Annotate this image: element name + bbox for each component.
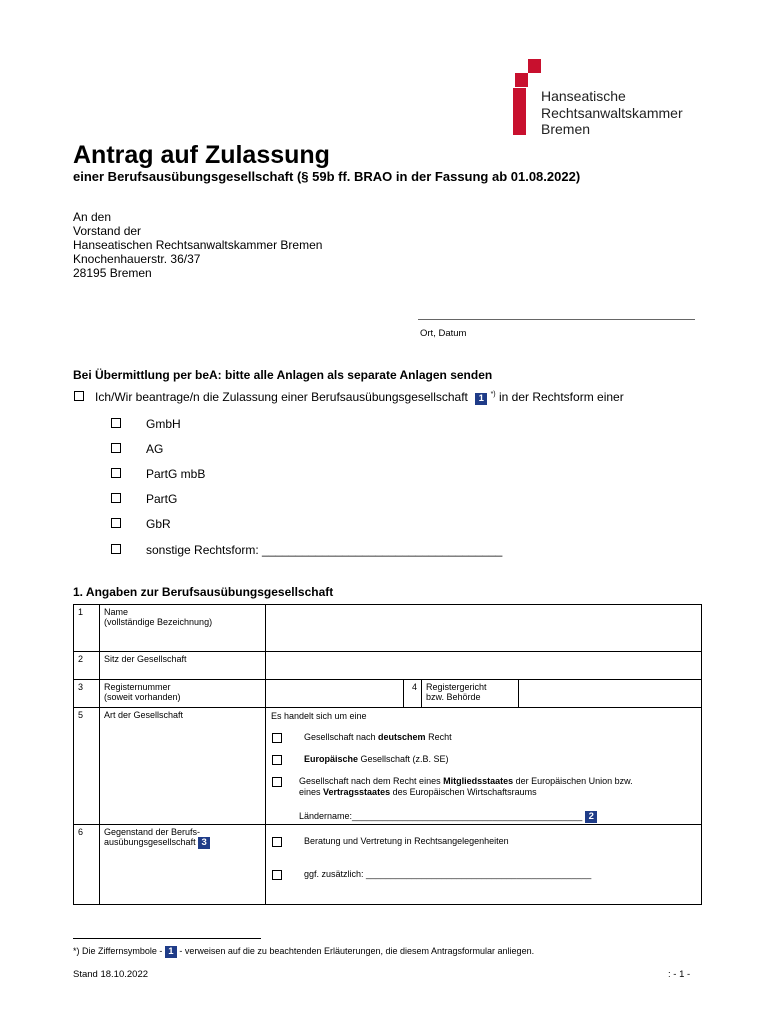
table-row [74, 605, 702, 652]
explanation-badge-1: 1 [165, 946, 177, 958]
section-1-title: 1. Angaben zur Berufsausübungsgesellschaft [73, 585, 334, 599]
register-number-field[interactable] [266, 680, 404, 708]
legal-advice-checkbox[interactable] [272, 837, 282, 847]
row-number: 1 [74, 605, 100, 652]
company-type-label: Art der Gesellschaft [100, 708, 266, 825]
logo-mark-top [528, 59, 541, 73]
legal-form-gmbh-checkbox[interactable] [111, 418, 121, 428]
explanation-badge-2: 2 [585, 811, 597, 823]
table-row [74, 825, 702, 905]
page-subtitle: einer Berufsausübungsgesellschaft (§ 59b ff. BRAO in der Fassung ab 01.08.2022) [73, 169, 581, 184]
european-company-label: Europäische Gesellschaft (z.B. SE) [304, 754, 449, 764]
explanation-badge-3: 3 [198, 837, 210, 849]
footnote-divider [73, 938, 261, 939]
application-checkbox[interactable] [74, 391, 84, 401]
legal-form-partg-label: PartG [146, 492, 178, 506]
row-number: 4 [404, 680, 422, 708]
legal-advice-label: Beratung und Vertretung in Rechtsangelegenheiten [304, 836, 509, 846]
legal-form-other-checkbox[interactable] [111, 544, 121, 554]
page-title: Antrag auf Zulassung [73, 141, 330, 169]
row-number: 6 [74, 825, 100, 905]
additional-purpose-checkbox[interactable] [272, 870, 282, 880]
place-date-line[interactable] [418, 319, 695, 320]
german-law-checkbox[interactable] [272, 733, 282, 743]
company-details-table [73, 604, 702, 905]
table-row [74, 652, 702, 680]
german-law-label: Gesellschaft nach deutschem Recht [304, 732, 452, 742]
company-purpose-label: Gegenstand der Berufs- ausübungsgesellschaft 3 [100, 825, 266, 905]
register-court-label: Registergericht bzw. Behörde [422, 680, 519, 708]
legal-form-partg-mbb-checkbox[interactable] [111, 468, 121, 478]
member-state-checkbox[interactable] [272, 777, 282, 787]
company-purpose-options [266, 825, 702, 905]
register-number-label: Registernummer (soweit vorhanden) [100, 680, 266, 708]
legal-form-ag-label: AG [146, 442, 164, 456]
recipient-address: An den Vorstand der Hanseatischen Rechtsanwaltskammer Bremen Knochenhauerstr. 36/37 28195 Bremen [73, 210, 323, 280]
logo-text: Hanseatische Rechtsanwaltskammer Bremen [541, 88, 683, 137]
explanation-badge-1: 1 [475, 393, 487, 405]
row-number: 3 [74, 680, 100, 708]
legal-form-partg-checkbox[interactable] [111, 493, 121, 503]
legal-form-partg-mbb-label: PartG mbB [146, 467, 206, 481]
footnote: *) Die Ziffernsymbole - 1 - verweisen auf die zu beachtenden Erläuterungen, die diesem Antragsformular anliegen. [73, 946, 535, 957]
country-name-field[interactable]: Ländername:______________________________________________ 2 [299, 811, 597, 823]
legal-form-gmbh-label: GmbH [146, 417, 181, 431]
legal-form-gbr-label: GbR [146, 517, 171, 531]
version-date: Stand 18.10.2022 [73, 969, 149, 980]
seat-label: Sitz der Gesellschaft [100, 652, 266, 680]
company-type-options: Es handelt sich um eine Gesellschaft nach deutschem Recht Europäische Gesellschaft (z.B. SE) Gesellschaft nach dem Recht eines Mitgliedsstaates der Europäischen Union bzw. eines Vertragsstaates des Europäischen Wirtschaftsraums Ländername:______________________________________________ 2 [266, 708, 702, 825]
name-field[interactable] [266, 605, 702, 652]
table-row [74, 680, 702, 708]
member-state-label: Gesellschaft nach dem Recht eines Mitgliedsstaates der Europäischen Union bzw. eines Vertragsstaates des Europäischen Wirtschaftsraums [299, 776, 633, 797]
logo-mark-bar [513, 88, 526, 135]
additional-purpose-field[interactable]: ggf. zusätzlich: _____________________________________________ [304, 869, 592, 879]
european-company-checkbox[interactable] [272, 755, 282, 765]
place-date-label: Ort, Datum [420, 328, 467, 339]
name-label: Name (vollständige Bezeichnung) [100, 605, 266, 652]
row-number: 2 [74, 652, 100, 680]
logo-mark-middle [515, 73, 528, 87]
application-text: Ich/Wir beantrage/n die Zulassung einer Berufsausübungsgesellschaft 1 *) in der Rechtsform einer [95, 390, 624, 404]
page-number: : - 1 - [668, 969, 691, 980]
legal-form-other-label[interactable]: sonstige Rechtsform: ____________________________________ [146, 543, 503, 557]
register-court-field[interactable] [519, 680, 702, 708]
table-row [74, 708, 702, 825]
row-number: 5 [74, 708, 100, 825]
legal-form-ag-checkbox[interactable] [111, 443, 121, 453]
legal-form-gbr-checkbox[interactable] [111, 518, 121, 528]
bea-note: Bei Übermittlung per beA: bitte alle Anlagen als separate Anlagen senden [73, 368, 493, 382]
seat-field[interactable] [266, 652, 702, 680]
